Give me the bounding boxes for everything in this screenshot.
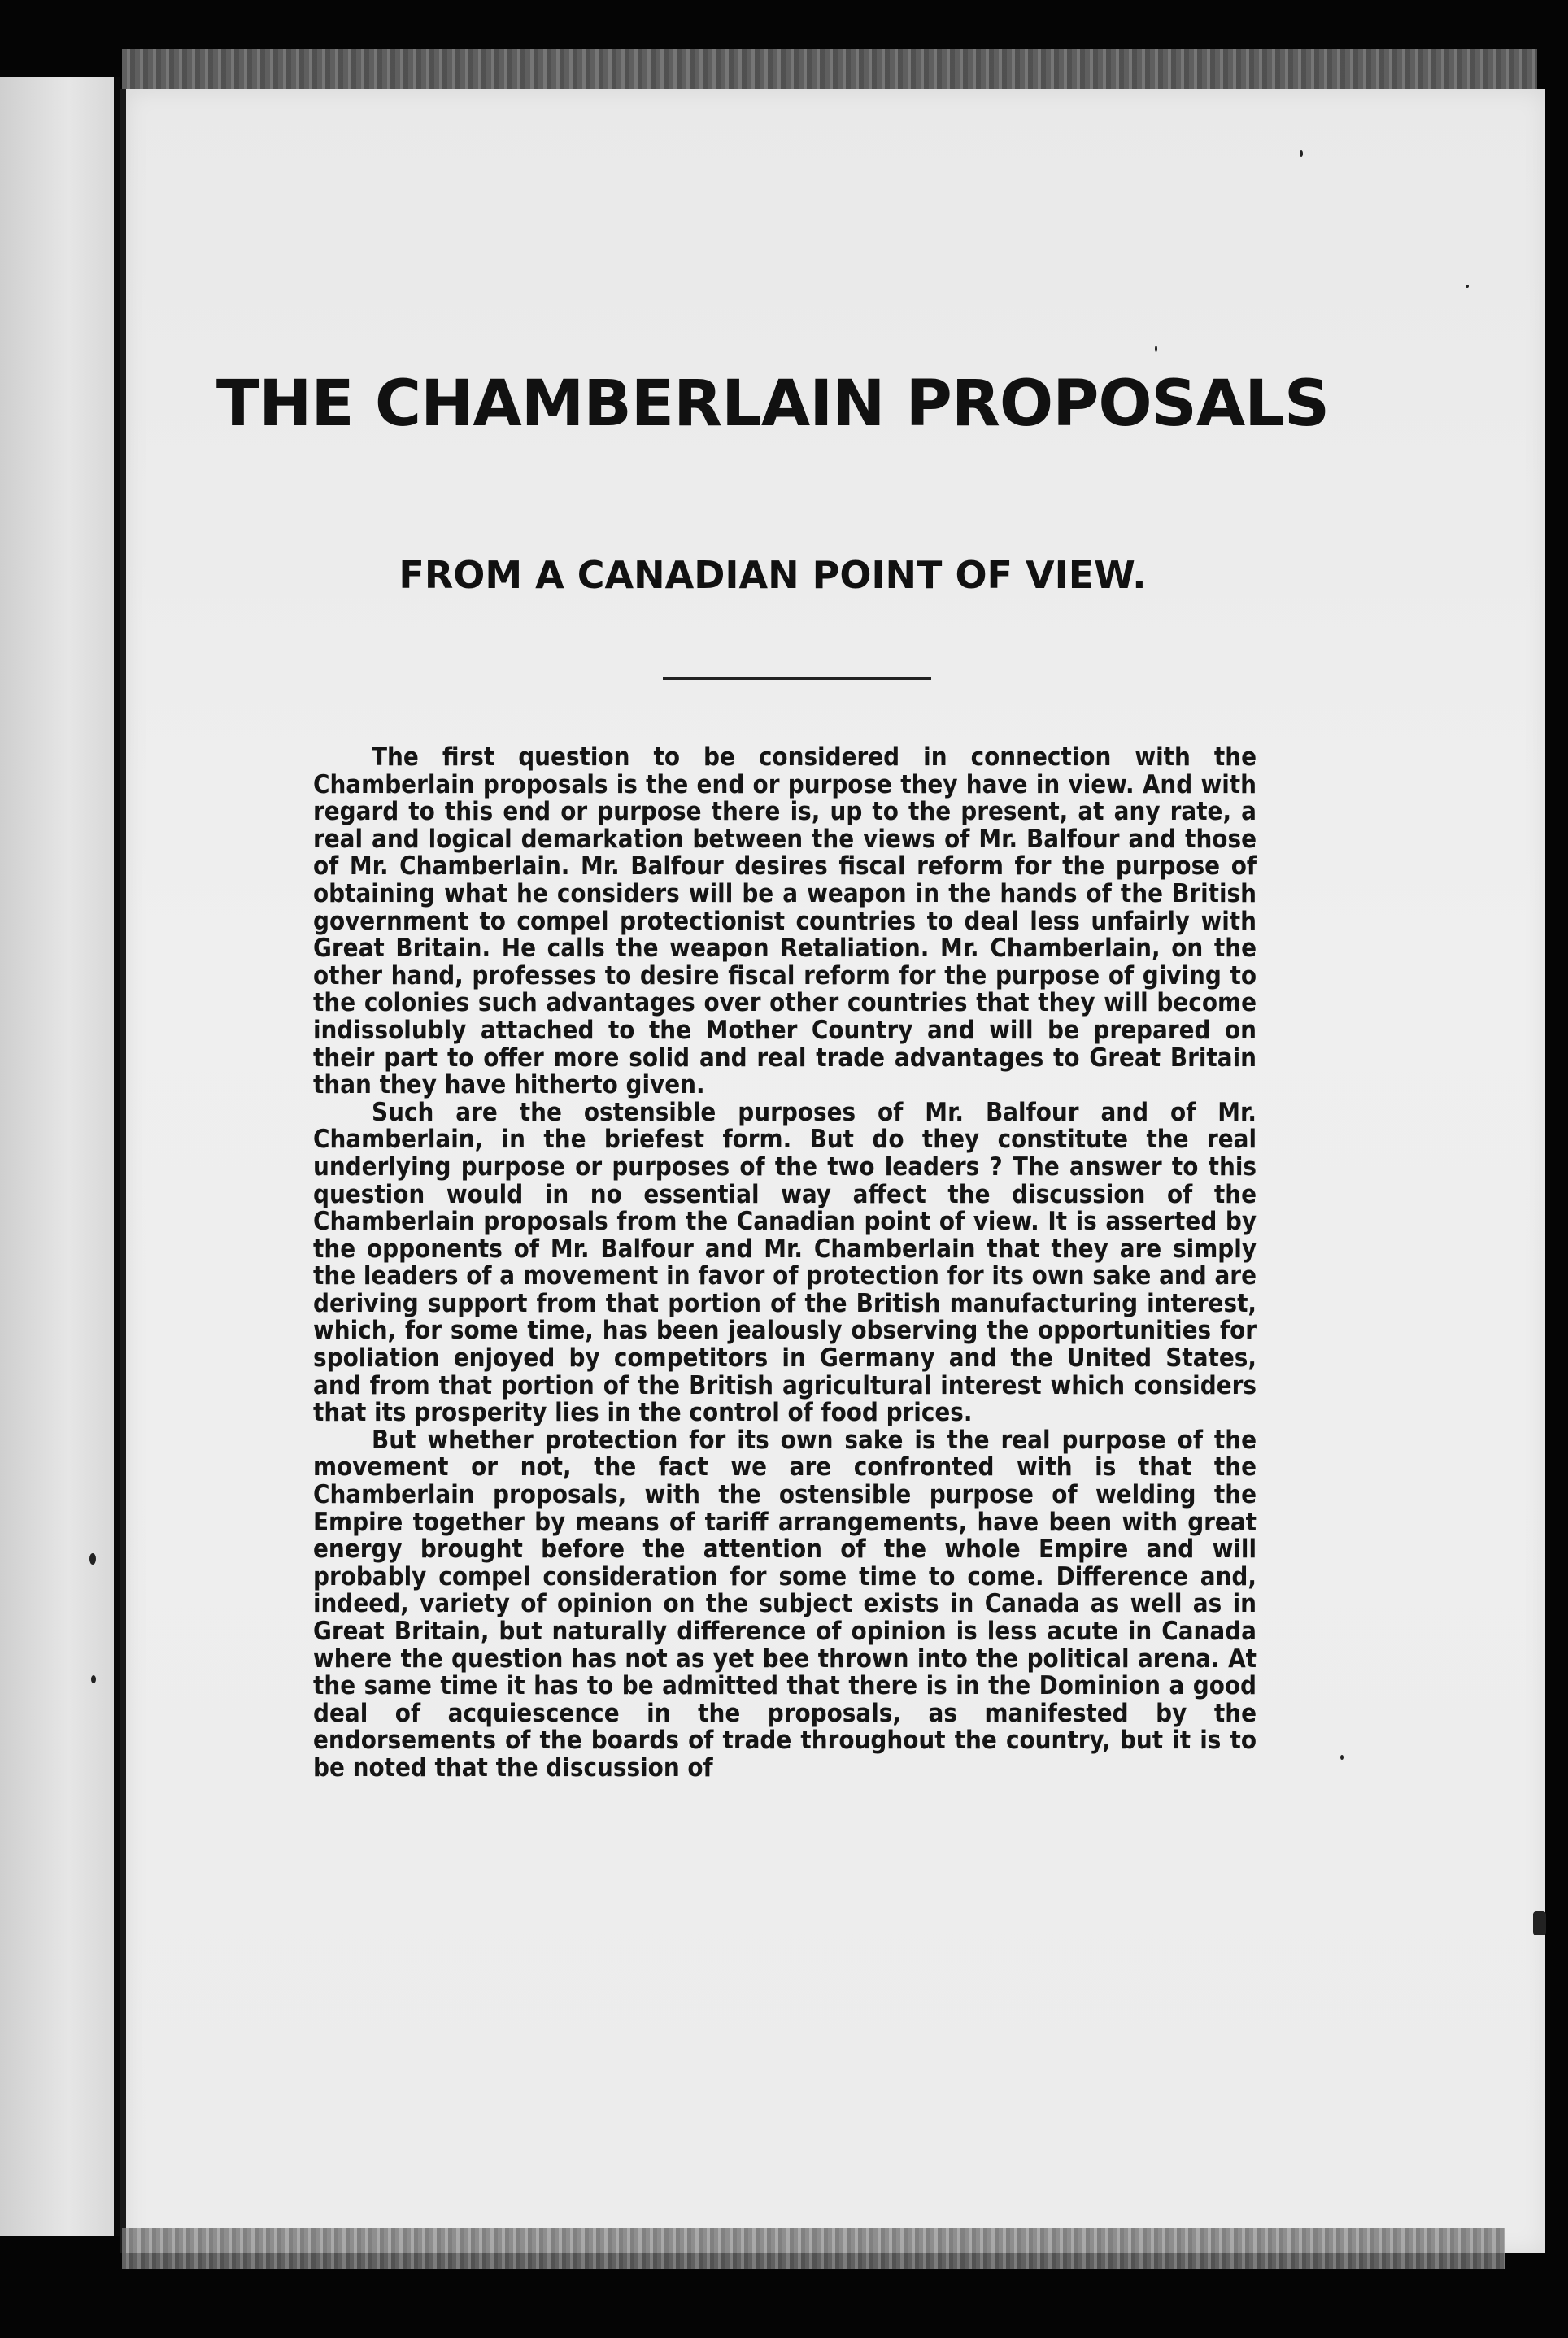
- document-subtitle: FROM A CANADIAN POINT OF VIEW.: [399, 553, 1147, 597]
- previous-page-edge: [0, 77, 114, 2236]
- scan-speck: [89, 1553, 96, 1565]
- scan-speck: [1466, 285, 1469, 288]
- document-title: THE CHAMBERLAIN PROPOSALS: [216, 368, 1330, 441]
- scan-speck: [91, 1675, 96, 1683]
- document-body: [313, 744, 1257, 1783]
- scan-speck: [1340, 1755, 1344, 1760]
- body-paragraph: But whether protection for its own sake is the real purpose of the movement or not, the fact we are confronted with is that the Chamberlain proposals, with the ostensible purpose of welding the Empire together by means of tariff arrangements, have been with great energy brought before the attention of the whole Empire and will probably compel consideration for some time to come. Difference and, indeed, variety of opinion on the subject exists in Canada as well as in Great Britain, but naturally difference of opinion is less acute in Canada where the question has not as yet bee thrown into the political arena. At the same time it has to be admitted that there is in the Dominion a good deal of acquiescence in the proposals, as manifested by the endorsements of the boards of trade throughout the country, but it is to be noted that the discussion of: [313, 1425, 1257, 1783]
- body-paragraph: Such are the ostensible purposes of Mr. Balfour and of Mr. Chamberlain, in the briefest form. But do they constitute the real underlying purpose or purposes of the two leaders ? The answer to this question would in no essential way affect the discussion of the Chamberlain proposals from the Canadian point of view. It is asserted by the opponents of Mr. Balfour and Mr. Chamberlain that they are simply the leaders of a movement in favor of protection for its own sake and are deriving support from that portion of the British manufacturing interest, which, for some time, has been jealously observing the opportunities for spoliation enjoyed by competitors in Germany and the United States, and from that portion of the British agricultural interest which considers that its prosperity lies in the control of food prices.: [313, 1097, 1257, 1428]
- scan-speck: [1533, 1911, 1546, 1935]
- scan-speck: [1155, 346, 1157, 352]
- page-binding-edge: [120, 89, 126, 2253]
- scan-speck: [1300, 150, 1303, 157]
- body-paragraph: The first question to be considered in connection with the Chamberlain proposals is the end or purpose they have in view. And with regard to this end or purpose there is, up to the present, at any rate, a real and logical demarkation between the views of Mr. Balfour and those of Mr. Chamberlain. Mr. Balfour desires fiscal reform for the purpose of obtaining what he considers will be a weapon in the hands of the British government to compel protectionist countries to deal less unfairly with Great Britain. He calls the weapon Retaliation. Mr. Chamberlain, on the other hand, professes to desire fiscal reform for the purpose of giving to the colonies such advantages over other countries that they will become indissolubly attached to the Mother Country and will be prepared on their part to offer more solid and real trade advantages to Great Britain than they have hitherto given.: [313, 742, 1257, 1100]
- title-divider: [663, 677, 931, 680]
- scan-bottom-edge: [122, 2228, 1505, 2269]
